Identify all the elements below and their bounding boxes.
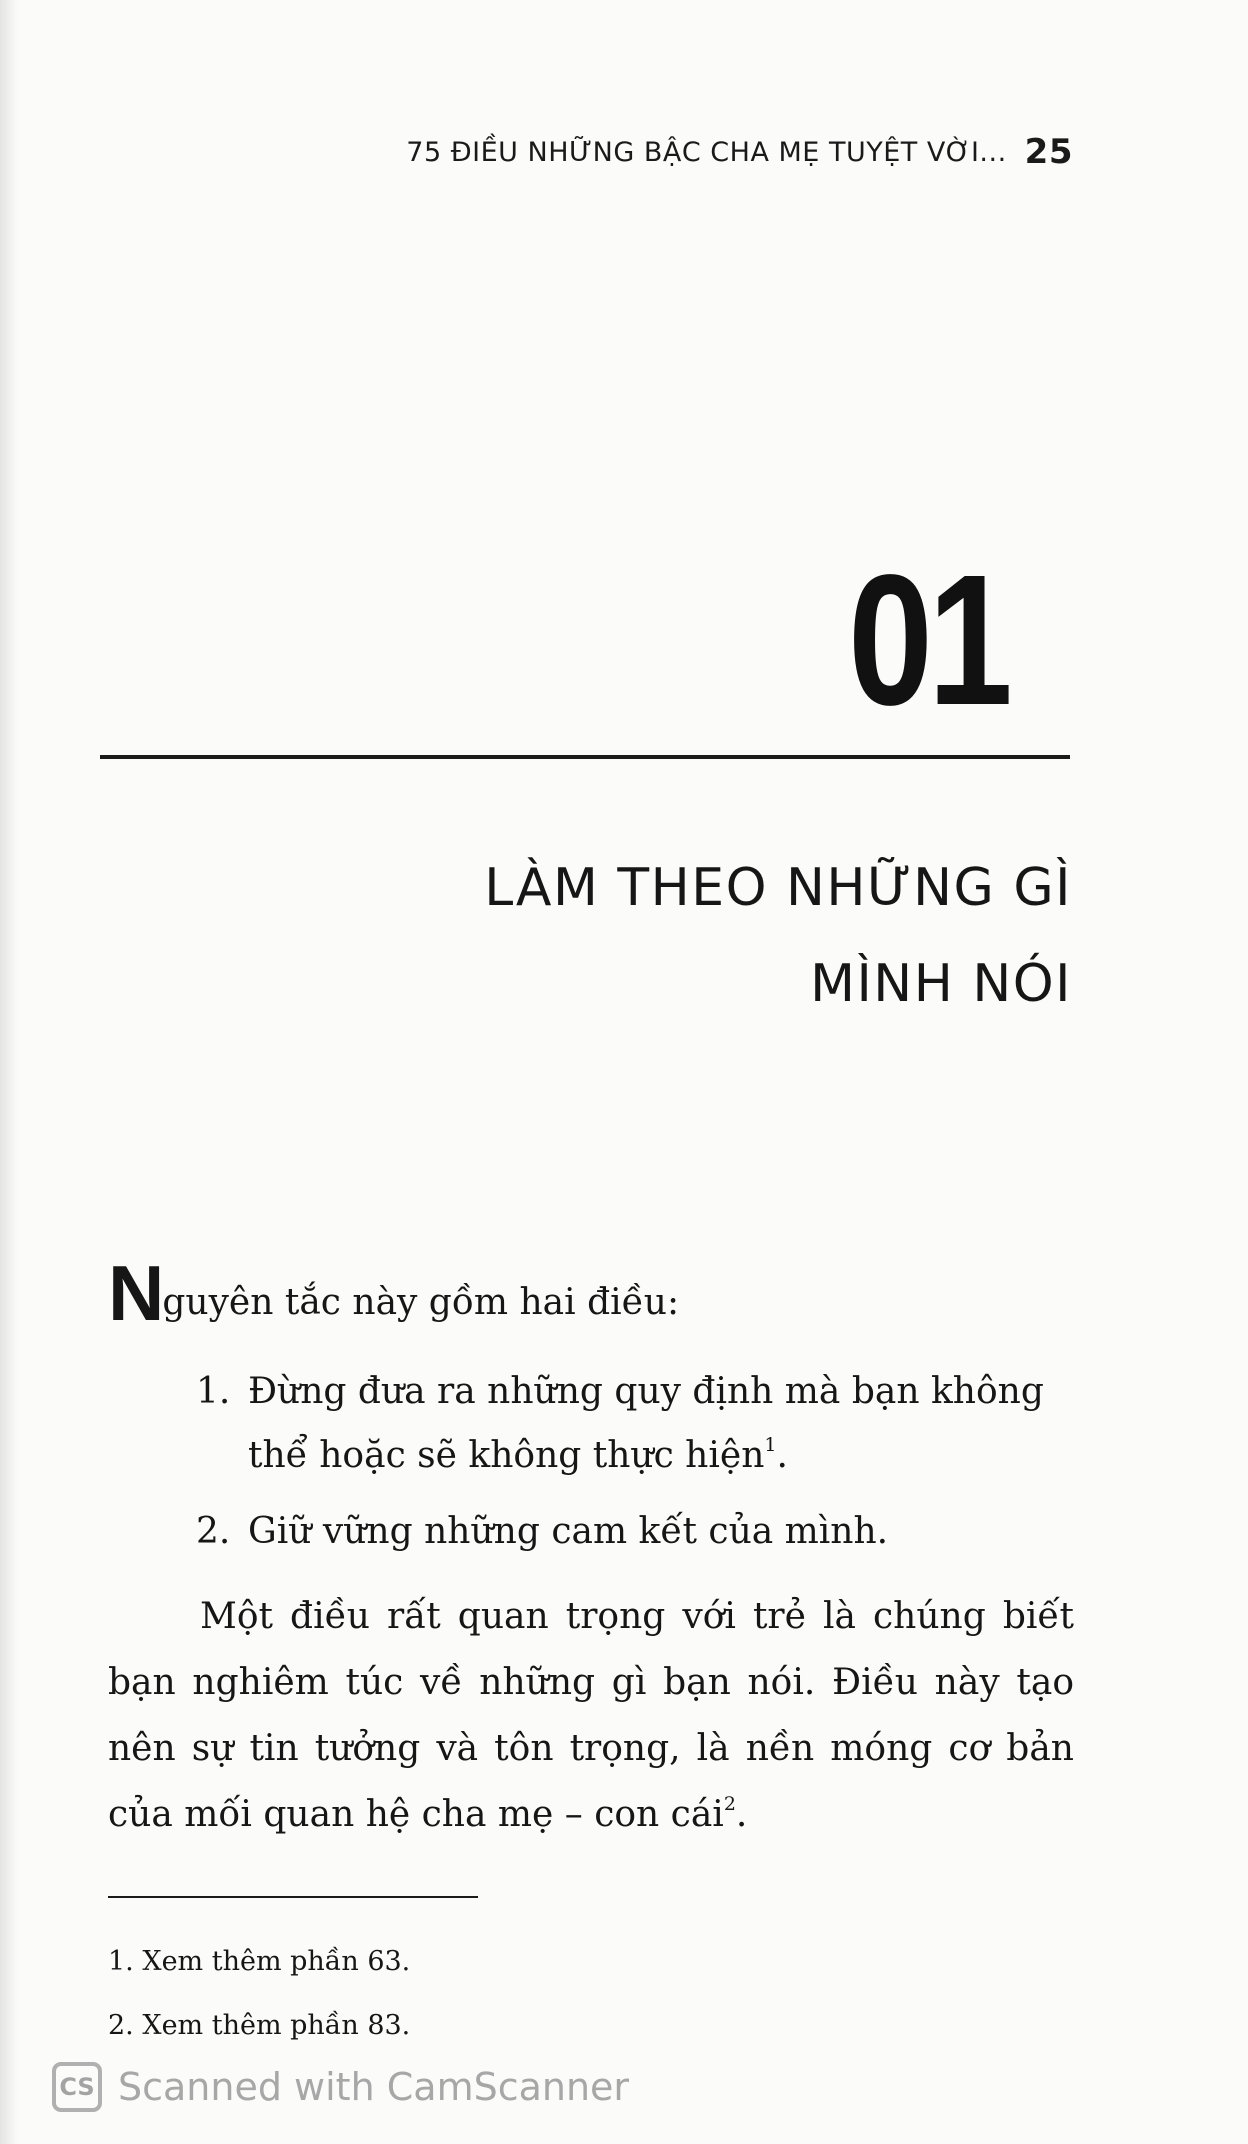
footnote: 1. Xem thêm phần 63. <box>108 1946 411 1977</box>
chapter-title-line-1: LÀM THEO NHỮNG GÌ <box>484 858 1072 918</box>
intro-line <box>108 1249 1074 1337</box>
drop-cap: N <box>108 1249 163 1337</box>
list-text: Giữ vững những cam kết của mình. <box>248 1511 889 1552</box>
footnote-divider <box>108 1896 478 1898</box>
chapter-number: 01 <box>848 537 1008 744</box>
list-number: 1. <box>196 1371 231 1412</box>
list-item <box>108 1360 1074 1488</box>
intro-text: guyên tắc này gồm hai điều: <box>162 1282 680 1323</box>
paragraph-text: Một điều rất quan trọng với trẻ là chúng biết bạn nghiêm túc về những gì bạn nói. Điều này tạo nên sự tin tưởng và tôn trọng, là nền móng cơ bản của mối quan hệ cha mẹ – con cái <box>108 1596 1074 1835</box>
list-text: Đừng đưa ra những quy định mà bạn không thể hoặc sẽ không thực hiện <box>248 1371 1044 1476</box>
list-number: 2. <box>196 1511 231 1552</box>
list-item <box>108 1500 1074 1564</box>
footnote: 2. Xem thêm phần 83. <box>108 2010 411 2041</box>
chapter-divider <box>100 755 1070 759</box>
page-number: 25 <box>1024 132 1073 172</box>
running-header <box>406 132 1073 172</box>
running-title: 75 ĐIỀU NHỮNG BẬC CHA MẸ TUYỆT VỜI... <box>406 137 1007 168</box>
footnote-ref[interactable]: 2 <box>723 1793 736 1815</box>
chapter-title <box>172 840 1072 1032</box>
watermark-text: Scanned with CamScanner <box>118 2065 630 2109</box>
paragraph-end: . <box>735 1794 748 1835</box>
camscanner-watermark <box>52 2062 629 2112</box>
camscanner-logo-icon: CS <box>52 2062 102 2112</box>
footnote-ref[interactable]: 1 <box>764 1434 777 1456</box>
footnotes <box>108 1930 410 2058</box>
body-paragraph <box>108 1584 1074 1848</box>
list-end: . <box>776 1435 788 1476</box>
page-edge-shadow <box>0 0 18 2144</box>
chapter-title-line-2: MÌNH NÓI <box>810 954 1072 1014</box>
rule-list <box>108 1360 1074 1576</box>
